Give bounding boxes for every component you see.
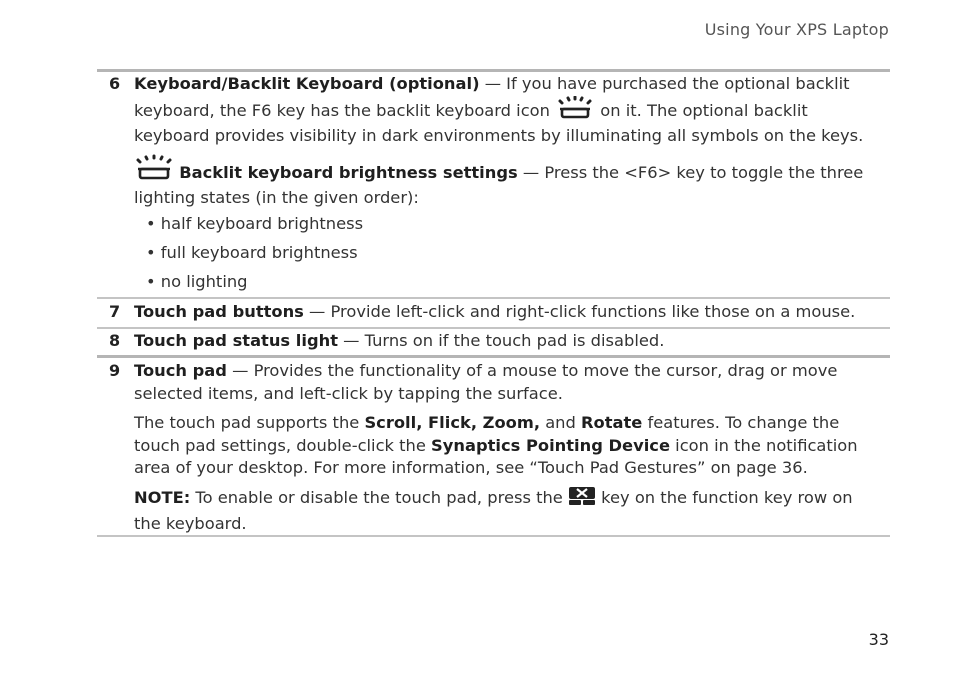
- list-item: • no lighting: [146, 272, 248, 291]
- item-9-paragraph: [134, 360, 854, 405]
- item-7-desc: — Provide left-click and right-click functions like those on a mouse.: [303, 302, 856, 321]
- item-6-desc-a: — If you have purchased the optional backlit keyboard, the F6 key has the backlit keyboard icon: [134, 74, 850, 120]
- row-divider: [97, 355, 890, 358]
- item-6-title: Keyboard/Backlit Keyboard (optional): [134, 74, 480, 93]
- row-divider: [97, 327, 890, 329]
- item-6-number: 6: [109, 74, 121, 93]
- rotate-label: Rotate: [581, 413, 643, 432]
- item-9-note: NOTE: To enable or disable the touch pad, press the key on the function key row on the keyboard.: [134, 488, 853, 533]
- item-8-number: 8: [109, 331, 121, 350]
- item-6-desc-b: on it. The optional backlit: [595, 100, 808, 120]
- table-bottom-rule: [97, 535, 890, 537]
- list-item: • full keyboard brightness: [146, 243, 358, 262]
- table-top-rule: [97, 69, 890, 72]
- item-8-desc: — Turns on if the touch pad is disabled.: [337, 331, 665, 350]
- running-header: Using Your XPS Laptop: [704, 20, 889, 39]
- item-7-paragraph: [134, 301, 884, 324]
- touchpad-toggle-icon: [568, 486, 596, 513]
- item-7-title: Touch pad buttons: [134, 302, 304, 321]
- item-9-desc: — Provides the functionality of a mouse to move the cursor, drag or move selected items, and left-click by tapping the surface.: [134, 361, 838, 403]
- item-6-sub-title: Backlit keyboard brightness settings: [179, 163, 518, 182]
- list-item: • half keyboard brightness: [146, 214, 364, 233]
- backlit-keyboard-icon: [134, 154, 174, 187]
- item-9-paragraph-2: The touch pad supports the Scroll, Flick, Zoom, and Rotate features. To change the touch pad settings, double-click the Synaptics Pointing Device icon in the notification area of your desktop. For more information, see “Touch Pad Gestures” on page 36.: [134, 413, 858, 477]
- item-6-sub-desc: — Press the <F6> key to toggle the three lighting states (in the given order):: [134, 163, 864, 207]
- row-divider: [97, 297, 890, 299]
- item-8-paragraph: [134, 330, 884, 353]
- synaptics-label: Synaptics Pointing Device: [431, 435, 670, 455]
- scroll-flick-zoom-label: Scroll, Flick, Zoom,: [364, 413, 541, 432]
- item-6-desc-c: keyboard provides visibility in dark environments by illuminating all symbols on the keys.: [134, 126, 864, 145]
- item-9-title: Touch pad: [134, 361, 227, 380]
- note-label: NOTE:: [134, 488, 191, 507]
- item-6-subsection: [134, 154, 884, 209]
- page-number: 33: [868, 630, 889, 649]
- item-8-title: Touch pad status light: [134, 331, 338, 350]
- backlit-keyboard-icon: [555, 96, 595, 127]
- item-7-number: 7: [109, 302, 121, 321]
- item-9-number: 9: [109, 361, 121, 380]
- item-6-paragraph: [134, 73, 884, 126]
